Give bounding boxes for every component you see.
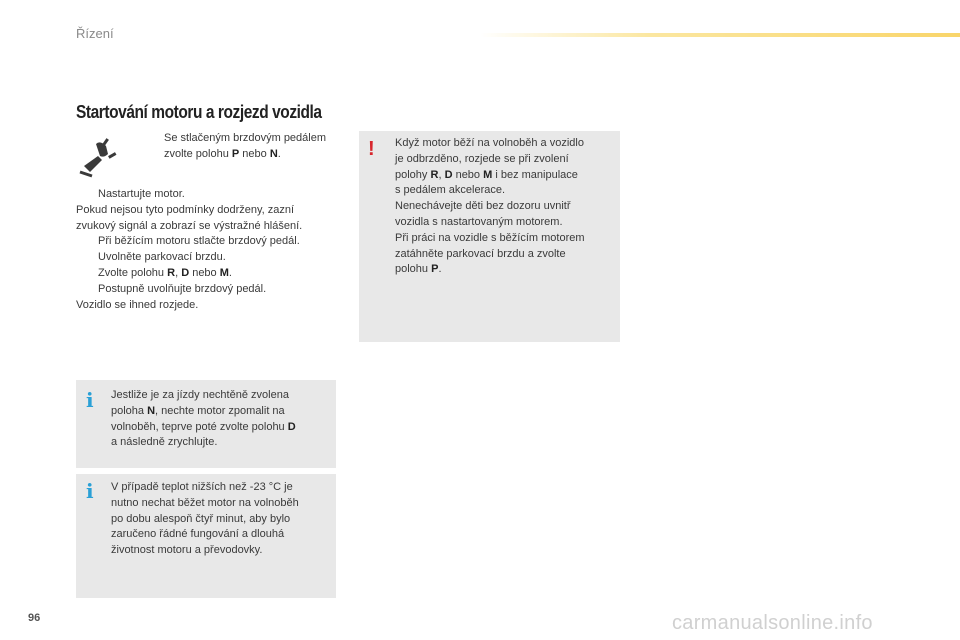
page-heading: Startování motoru a rozjezd vozidla: [76, 102, 322, 122]
watermark: carmanualsonline.info: [672, 612, 873, 634]
exclamation-icon: !: [368, 138, 375, 160]
step-press-brake: Při běžícím motoru stlačte brzdový pedál.: [98, 235, 300, 248]
intro-instruction: Se stlačeným brzdovým pedálem zvolte polohu P nebo N.: [164, 132, 327, 160]
section-title: Řízení: [76, 26, 114, 41]
step-release-brake: Postupně uvolňujte brzdový pedál.: [98, 282, 267, 295]
info-icon: i: [86, 388, 94, 412]
header-accent-bar: [480, 33, 960, 37]
step-note-cont: zvukový signál a zobrazí se výstražné hlášení.: [76, 219, 303, 232]
info-text-cold-start: V případě teplot nižších než -23 °C je nutno nechat běžet motor na volnoběh po dobu alespoň čtyř minut, aby bylo zaručeno řádné fungování a dlouhá životnost motoru a převodovky.: [111, 481, 299, 557]
step-start-engine: Nastartujte motor.: [98, 188, 185, 200]
step-result: Vozidlo se ihned rozjede.: [76, 298, 199, 311]
foot-on-brake-pedal-icon: [78, 136, 120, 178]
info-icon: i: [86, 479, 94, 503]
step-select-gear: Zvolte polohu R, D nebo M.: [98, 266, 232, 279]
step-note: Pokud nejsou tyto podmínky dodrženy, zazní: [76, 203, 295, 216]
info-text-neutral: Jestliže je za jízdy nechtěně zvolena poloha N, nechte motor zpomalit na volnoběh, teprve poté zvolte polohu D a následně zrychlujte.: [111, 389, 296, 449]
start-steps: [76, 187, 346, 313]
page-number: 96: [28, 612, 41, 624]
step-release-handbrake: Uvolněte parkovací brzdu.: [98, 251, 226, 264]
warning-text: Když motor běží na volnoběh a vozidlo je odbrzděno, rozjede se při zvolení polohy R, D nebo M i bez manipulace s pedálem akcelerace. Nenechávejte děti bez dozoru uvnitř vozidla s nastartovaným motorem. Při práci na vozidle s běžícím motorem zatáhněte parkovací brzdu a zvolte polohu P.: [395, 137, 585, 276]
